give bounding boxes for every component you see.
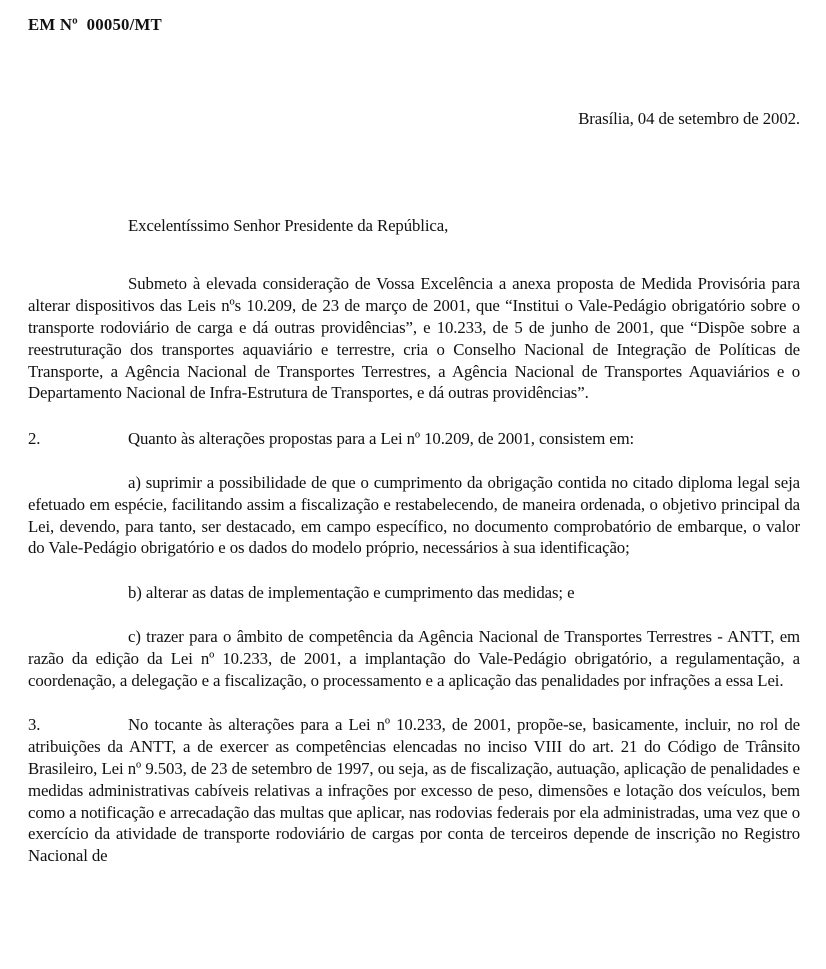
paragraph-item-2c bbox=[28, 626, 800, 691]
paragraph-number: 2. bbox=[28, 429, 41, 449]
paragraph-intro bbox=[28, 273, 800, 404]
paragraph-number: 3. bbox=[28, 715, 41, 735]
paragraph-item-2 bbox=[28, 428, 800, 450]
paragraph-text: b) alterar as datas de implementação e cumprimento das medidas; e bbox=[128, 583, 575, 603]
paragraph-text: Submeto à elevada consideração de Vossa Excelência a anexa proposta de Medida Provisória para alterar dispositivos das Leis nºs 10.209, de 23 de março de 2001, que “Institui o Vale-Pedágio obrigatório sobre o transporte rodoviário de carga e dá outras providências”, e 10.233, de 5 de junho de 2001, que “Dispõe sobre a reestruturação dos transportes aquaviário e terrestre, cria o Conselho Nacional de Integração de Políticas de Transporte, a Agência Nacional de Transportes Terrestres, a Agência Nacional de Transportes Aquaviários e o Departamento Nacional de Infra-Estrutura de Transportes, e dá outras providências”. bbox=[28, 274, 800, 403]
paragraph-item-2b bbox=[28, 582, 800, 604]
paragraph-item-3 bbox=[28, 714, 800, 867]
date-line: Brasília, 04 de setembro de 2002. bbox=[578, 108, 800, 128]
paragraph-text: No tocante às alterações para a Lei nº 10.233, de 2001, propõe-se, basicamente, incluir, no rol de atribuições da ANTT, a de exercer as competências elencadas no inciso VIII do art. 21 do Código de Trânsito Brasileiro, Lei nº 9.503, de 23 de setembro de 1997, ou seja, as de fiscalização, autuação, aplicação de penalidades e medidas administrativas cabíveis relativas a infrações por excesso de peso, dimensões e lotação dos veículos, bem como a notificação e arrecadação das multas que aplicar, nas rodovias federais por ela administradas, uma vez que o exercício da atividade de transporte rodoviário de cargas por conta de terceiros depende de inscrição no Registro Nacional de bbox=[28, 715, 800, 866]
salutation: Excelentíssimo Senhor Presidente da República, bbox=[128, 215, 449, 235]
paragraph-text: Quanto às alterações propostas para a Lei nº 10.209, de 2001, consistem em: bbox=[128, 429, 635, 449]
document-reference: EM Nº 00050/MT bbox=[28, 15, 162, 34]
paragraph-text: c) trazer para o âmbito de competência da Agência Nacional de Transportes Terrestres - ANTT, em razão da edição da Lei nº 10.233, de 2001, a implantação do Vale-Pedágio obrigatório, a regulamentação, a coordenação, a delegação e a fiscalização, o processamento e a aplicação das penalidades por infrações a essa Lei. bbox=[28, 626, 800, 690]
paragraph-text: a) suprimir a possibilidade de que o cumprimento da obrigação contida no citado diploma legal seja efetuado em espécie, facilitando assim a fiscalização e restabelecendo, de maneira ordenada, o objetivo principal da Lei, devendo, para tanto, ser destacado, em campo específico, no documento comprobatório de embarque, o valor do Vale-Pedágio obrigatório e os dados do modelo próprio, necessários à sua identificação; bbox=[28, 472, 800, 558]
paragraph-item-2a bbox=[28, 472, 800, 559]
